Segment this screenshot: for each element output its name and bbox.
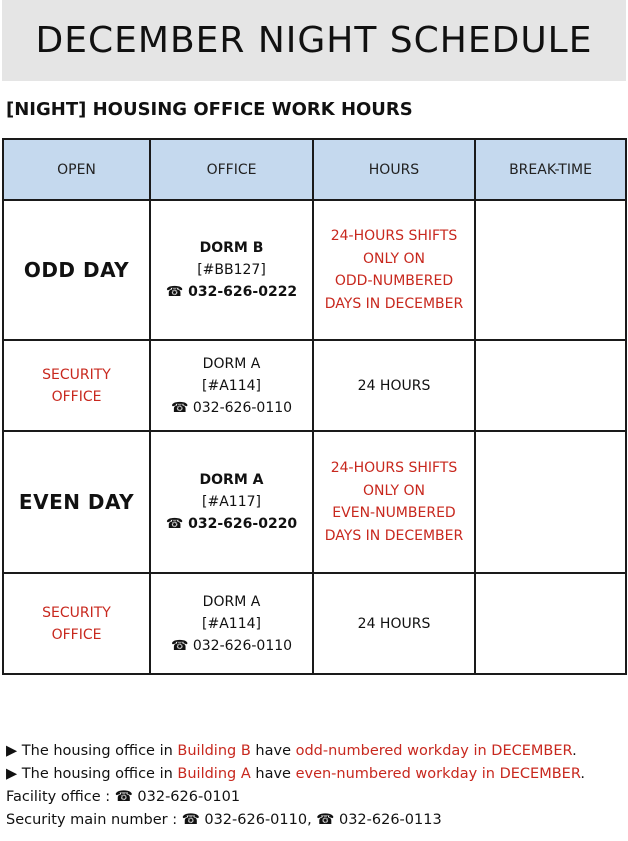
office-cell [150, 340, 313, 431]
phone-icon: ☎ [165, 516, 184, 532]
office-name: DORM A [202, 593, 261, 610]
schedule-table [2, 138, 627, 675]
hours-line: DAYS IN DECEMBER [324, 527, 464, 544]
hours-cell [313, 431, 475, 573]
hours-line: ONLY ON [363, 250, 425, 267]
security-main-line [6, 809, 585, 832]
hours-cell: 24 HOURS [313, 573, 475, 674]
open-cell [3, 200, 150, 340]
break-time-cell [475, 340, 626, 431]
hours-line: 24-HOURS SHIFTS [330, 460, 458, 476]
note-detail: odd-numbered workday in DECEMBER [295, 743, 573, 759]
phone-icon: ☎ [114, 789, 133, 805]
note-even-building [6, 763, 585, 786]
notes-section [6, 740, 585, 832]
open-label: EVEN DAY [18, 490, 135, 514]
table-row-security-even [3, 573, 626, 674]
phone-icon: ☎ [170, 637, 189, 654]
note-end: . [572, 743, 577, 759]
office-phone [151, 635, 312, 657]
open-cell [3, 431, 150, 573]
table-row-odd-day [3, 200, 626, 340]
hours-cell [313, 200, 475, 340]
break-time-cell [475, 200, 626, 340]
open-label: ODD DAY [23, 258, 130, 282]
hours-line: 24-HOURS SHIFTS [330, 228, 458, 244]
security-phone-2: 032-626-0113 [338, 812, 442, 828]
hours-line: DAYS IN DECEMBER [324, 295, 464, 312]
column-header-break-time: BREAK-TIME [475, 139, 626, 200]
open-label-line: SECURITY [42, 604, 111, 621]
office-room: [#BB127] [197, 262, 266, 278]
office-cell [150, 431, 313, 573]
office-name: DORM A [199, 472, 264, 488]
note-text: The housing office in [21, 766, 173, 782]
open-label-line: OFFICE [51, 388, 102, 405]
section-subtitle: [NIGHT] HOUSING OFFICE WORK HOURS [6, 99, 413, 120]
column-header-open: OPEN [3, 139, 150, 200]
phone-icon: ☎ [165, 284, 184, 300]
note-detail: even-numbered workday in DECEMBER [295, 766, 581, 782]
note-text: have [255, 766, 291, 782]
column-header-office: OFFICE [150, 139, 313, 200]
note-building: Building A [177, 766, 251, 782]
office-name: DORM B [199, 240, 264, 256]
office-cell [150, 200, 313, 340]
phone-icon: ☎ [316, 812, 335, 828]
office-phone-number: 032-626-0222 [188, 284, 298, 300]
phone-icon: ☎ [170, 399, 189, 416]
office-room: [#A114] [202, 615, 261, 632]
phone-icon: ☎ [181, 812, 200, 828]
note-building: Building B [177, 743, 251, 759]
column-header-hours: HOURS [313, 139, 475, 200]
hours-cell: 24 HOURS [313, 340, 475, 431]
table-header-row [3, 139, 626, 200]
open-cell [3, 573, 150, 674]
table-row-security-odd [3, 340, 626, 431]
facility-phone: 032-626-0101 [137, 789, 241, 805]
open-label-line: OFFICE [51, 626, 102, 643]
bullet-icon: ▶ [6, 766, 18, 782]
hours-line: ODD-NUMBERED [334, 273, 454, 289]
open-cell [3, 340, 150, 431]
note-end: . [580, 766, 586, 782]
note-text: have [255, 743, 291, 759]
page-title: DECEMBER NIGHT SCHEDULE [2, 0, 626, 81]
hours-line: EVEN-NUMBERED [332, 505, 456, 521]
office-phone-number: 032-626-0220 [188, 516, 298, 532]
office-cell [150, 573, 313, 674]
break-time-cell [475, 431, 626, 573]
note-text: The housing office in [21, 743, 173, 759]
table-row-even-day [3, 431, 626, 573]
open-label-line: SECURITY [42, 366, 111, 383]
office-room: [#A117] [202, 494, 261, 510]
hours-line: ONLY ON [363, 482, 425, 499]
office-phone [151, 397, 312, 419]
security-label: Security main number : [6, 812, 178, 828]
note-odd-building [6, 740, 585, 763]
facility-label: Facility office : [6, 789, 111, 805]
bullet-icon: ▶ [6, 743, 18, 759]
office-phone-number: 032-626-0110 [192, 399, 293, 416]
office-name: DORM A [202, 355, 261, 372]
office-room: [#A114] [202, 377, 261, 394]
break-time-cell [475, 573, 626, 674]
office-phone [151, 513, 312, 535]
office-phone [151, 281, 312, 303]
office-phone-number: 032-626-0110 [192, 637, 293, 654]
facility-office-line [6, 786, 585, 809]
security-phone-1: 032-626-0110, [204, 812, 312, 828]
